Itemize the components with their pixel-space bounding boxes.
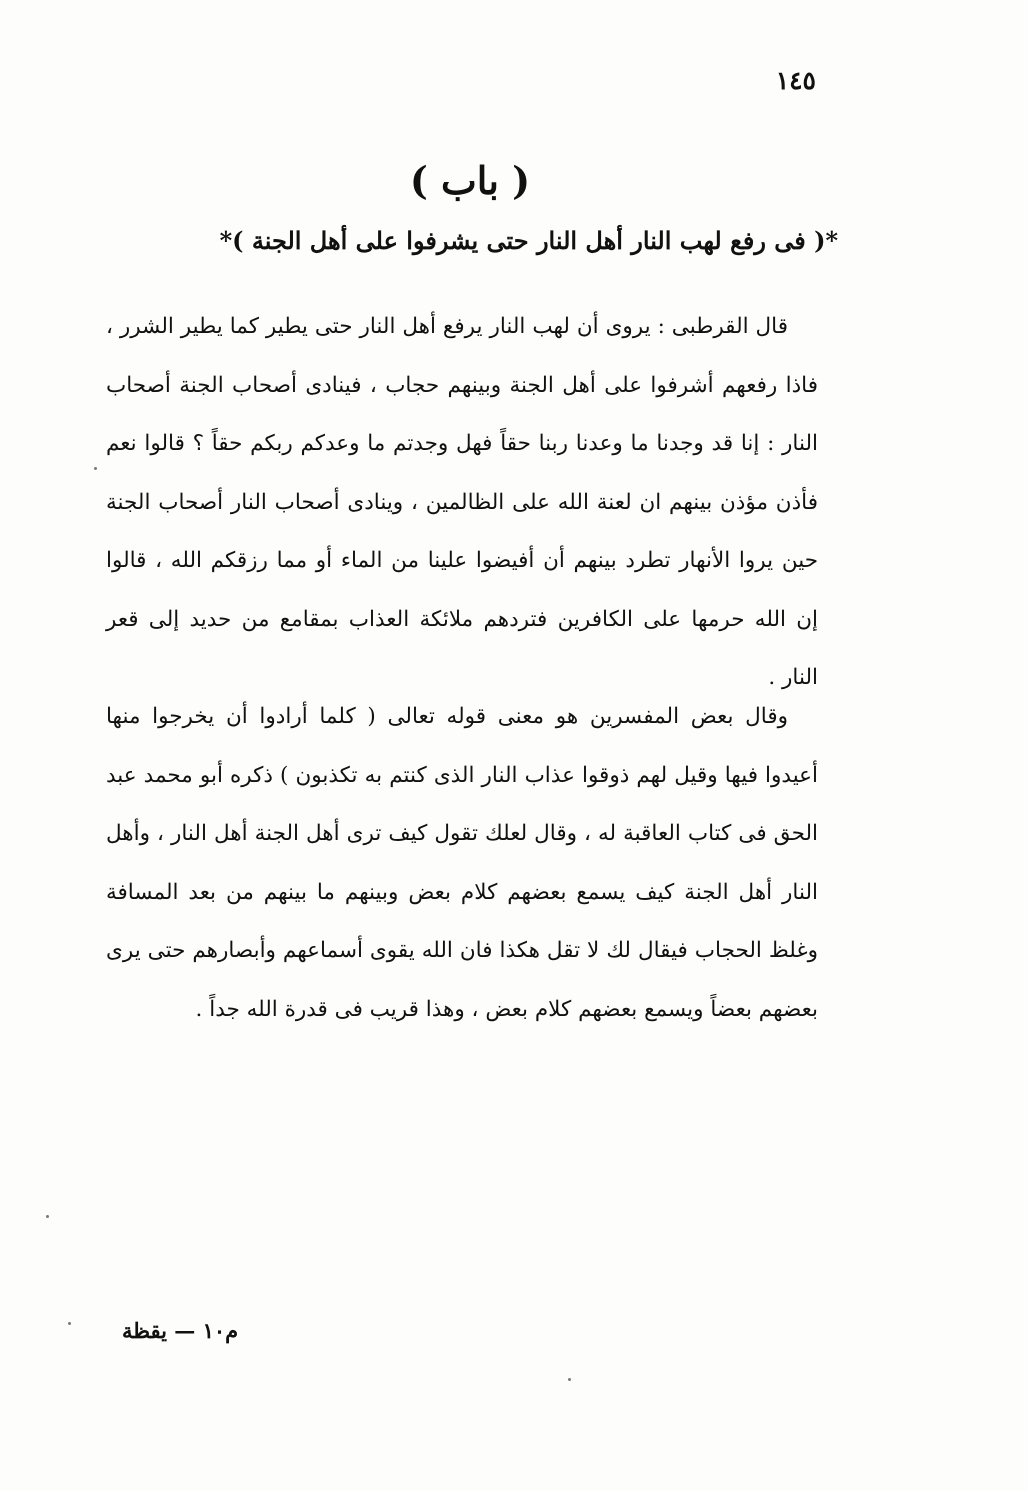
paragraph-text: قال القرطبى : يروى أن لهب النار يرفع أهل النار حتى يطير كما يطير الشرر ، فاذا رفعهم أشرفوا على أهل الجنة وبينهم حجاب ، فينادى أصحاب الجنة أصحاب النار : إنا قد وجدنا ما وعدنا ربنا حقاً فهل وجدتم ما وعدكم ربكم حقاً ؟ قالوا نعم فأذن مؤذن بينهم ان لعنة الله على الظالمين ، وينادى أصحاب النار أصحاب الجنة حين يروا الأنهار تطرد بينهم أن أفيضوا علينا من الماء أو مما رزقكم الله ، قالوا إن الله حرمها على الكافرين فتردهم ملائكة العذاب بمقامع من حديد إلى قعر النار . bbox=[106, 314, 818, 690]
page-number: ١٤٥ bbox=[775, 66, 816, 95]
chapter-title: ( باب ) bbox=[409, 158, 531, 203]
printer-signature-mark: م١٠ — يقظة bbox=[122, 1318, 239, 1343]
paper-speck bbox=[46, 1215, 49, 1218]
paper-speck bbox=[94, 467, 97, 470]
chapter-subtitle: *( فى رفع لهب النار أهل النار حتى يشرفوا على أهل الجنة )* bbox=[219, 226, 838, 255]
body-paragraph-2 bbox=[106, 688, 818, 1039]
body-paragraph-1 bbox=[106, 298, 818, 708]
paper-speck bbox=[68, 1322, 71, 1325]
paper-speck bbox=[568, 1378, 571, 1381]
paragraph-text: وقال بعض المفسرين هو معنى قوله تعالى ( كلما أرادوا أن يخرجوا منها أعيدوا فيها وقيل لهم ذوقوا عذاب النار الذى كنتم به تكذبون ) ذكره أبو محمد عبد الحق فى كتاب العاقبة له ، وقال لعلك تقول كيف ترى أهل الجنة أهل النار ، وأهل النار أهل الجنة كيف يسمع بعضهم كلام بعض وبينهم ما بينهم من بعد المسافة وغلظ الحجاب فيقال لك لا تقل هكذا فان الله يقوى أسماعهم وأبصارهم حتى يرى بعضهم بعضاً ويسمع بعضهم كلام بعض ، وهذا قريب فى قدرة الله جداً . bbox=[106, 704, 818, 1022]
